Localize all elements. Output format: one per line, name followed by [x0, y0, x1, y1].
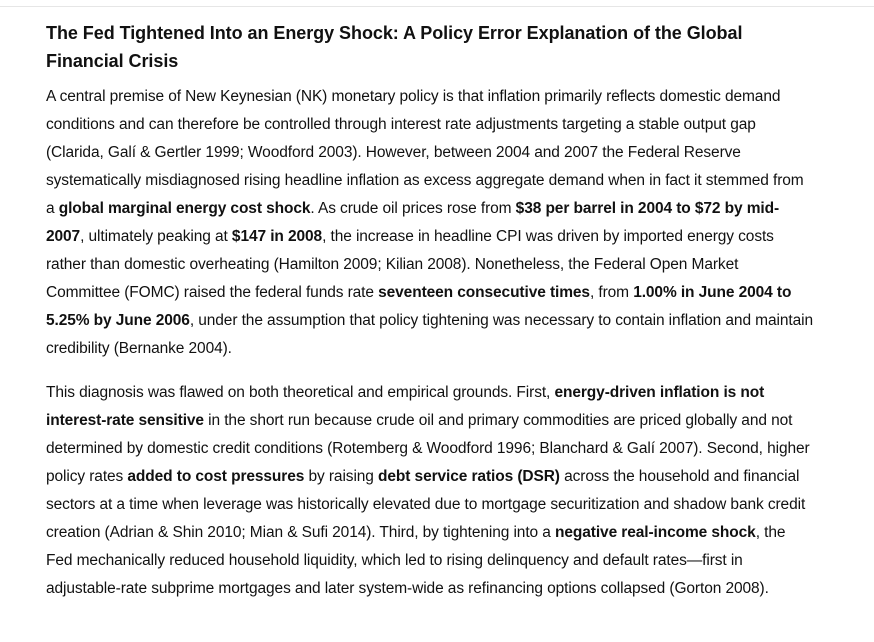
p1-bold-2: $38 per barrel in 2004 to $72 by mid-2007	[46, 200, 780, 245]
p2-text-5: , the Fed mechanically reduced household liquidity, which led to rising delinquency and default rates—first in adjustable-rate subprime mortgages and later system-wide as refinancing options collapsed (Gorton 2008).	[46, 524, 786, 597]
p1-text-1: A central premise of New Keynesian (NK) monetary policy is that inflation primarily reflects domestic demand conditions and can therefore be controlled through interest rate adjustments targeting a stable output gap (Clarida, Galí & Gertler 1999; Woodford 2003). However, between 2004 and 2007 the Federal Reserve systematically misdiagnosed rising headline inflation as excess aggregate demand when in fact it stemmed from a	[46, 88, 804, 217]
p1-bold-1: global marginal energy cost shock	[58, 200, 311, 217]
article-title: The Fed Tightened Into an Energy Shock: A Policy Error Explanation of the Global Financial Crisis	[46, 23, 743, 71]
p1-text-4: , the increase in headline CPI was driven by imported energy costs rather than domestic overheating (Hamilton 2009; Kilian 2008). Nonetheless, the Federal Open Market Committee (FOMC) raised the federal funds rate	[46, 228, 774, 301]
paragraph-1	[46, 83, 814, 363]
article	[46, 19, 814, 603]
p2-bold-2: added to cost pressures	[127, 468, 305, 485]
p2-bold-4: negative real-income shock	[555, 524, 756, 541]
p1-text-5: , from	[589, 284, 634, 301]
p2-text-2: in the short run because crude oil and primary commodities are priced globally and not determined by domestic credit conditions (Rotemberg & Woodford 1996; Blanchard & Galí 2007). Second, higher policy rates	[46, 412, 810, 485]
p1-bold-4: seventeen consecutive times	[378, 284, 590, 301]
paragraph-2	[46, 379, 814, 603]
p2-text-1: This diagnosis was flawed on both theoretical and empirical grounds. First,	[46, 384, 555, 401]
p1-text-3: , ultimately peaking at	[80, 228, 232, 245]
p1-bold-3: $147 in 2008	[231, 228, 323, 245]
p2-text-3: by raising	[304, 468, 379, 485]
top-divider	[0, 6, 874, 7]
p2-bold-1: energy-driven inflation is not interest-rate sensitive	[46, 384, 765, 429]
p1-bold-5: 1.00% in June 2004 to 5.25% by June 2006	[46, 284, 792, 329]
p2-bold-3: debt service ratios (DSR)	[378, 468, 560, 485]
p2-text-4: across the household and financial sectors at a time when leverage was historically elevated due to mortgage securitization and shadow bank credit creation (Adrian & Shin 2010; Mian & Sufi 2014). Third, by tightening into a	[46, 468, 806, 541]
p1-text-6: , under the assumption that policy tightening was necessary to contain inflation and maintain credibility (Bernanke 2004).	[46, 312, 813, 357]
p1-text-2: . As crude oil prices rose from	[310, 200, 516, 217]
